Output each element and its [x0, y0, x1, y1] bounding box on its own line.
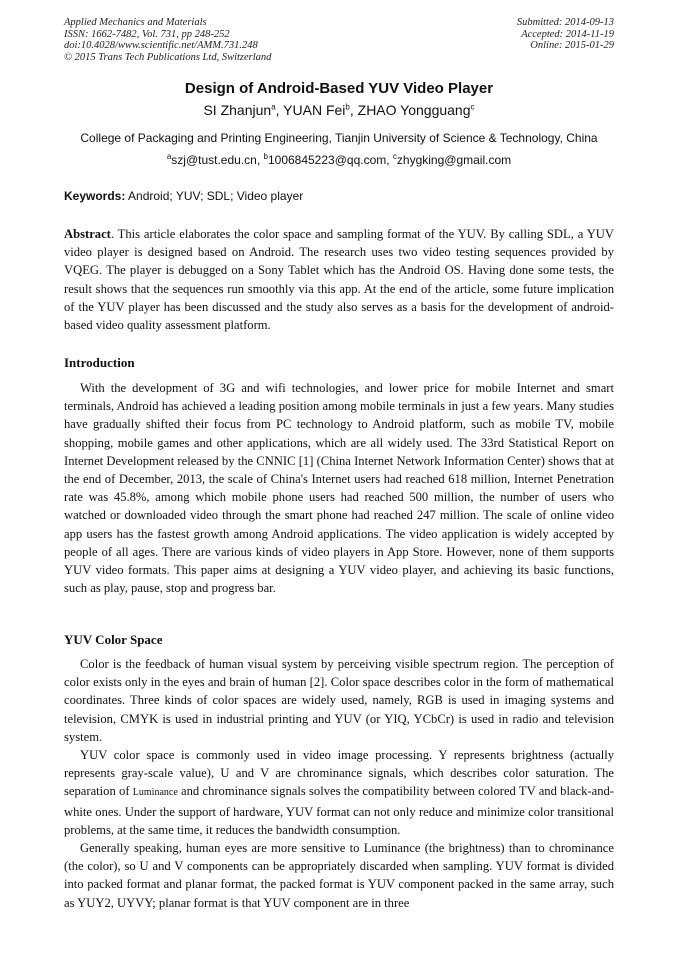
email-address[interactable]: szj@tust.edu.cn [171, 153, 257, 167]
yuv-color-space-body [64, 655, 614, 912]
author-name: SI Zhanjun [203, 102, 272, 118]
author-name: YUAN Fei [283, 102, 346, 118]
issn-line: ISSN: 1662-7482, Vol. 731, pp 248-252 [64, 28, 230, 40]
affiliation: College of Packaging and Printing Engineering, Tianjin University of Science & Technology, China [80, 131, 598, 145]
paragraph-text: and chrominance signals solves the compatibility between colored TV and black-and-white ones. Under the support of hardware, YUV format can not only reduce and minimize color transitional problems, at the same time, it reduces the bandwidth consumption. [64, 784, 614, 837]
section-heading-yuv-color-space: YUV Color Space [64, 632, 163, 647]
author-mark: b [345, 102, 350, 112]
email-mark: c [392, 152, 397, 161]
doi-line: doi:10.4028/www.scientific.net/AMM.731.248 [64, 40, 258, 51]
author-name: ZHAO Yongguang [357, 102, 471, 118]
copyright-line: © 2015 Trans Tech Publications Ltd, Switzerland [64, 51, 272, 63]
paragraph: With the development of 3G and wifi technologies, and lower price for mobile Internet and smart terminals, Android has achieved a leading position among mobile terminals in just a few years. Many studies have gradually shifted their focus from PC technology to Android platform, such as mobile TV, mobile shopping, mobile games and other applications, which are all widely used. The 33rd Statistical Report on Internet Development released by the CNNIC [1] (China Internet Network Information Center) shows that at the end of December, 2013, the scale of China's Internet users had reached 618 million, Internet Penetration rate was 45.8%, among which mobile phone users had reached 500 million, the number of users who watched or downloaded video through the smart phone had reached 247 million. The scale of online video app users has the fastest growth among Android applications. The video application is widely accepted by people of all ages. There are various kinds of video players in App Store. However, none of them supports YUV video formats. This paper aims at designing a YUV video player, and achieving its basic functions, such as play, pause, stop and progress bar. [64, 381, 614, 596]
author-list: SI Zhanjun$^a$, YUAN Fei$^b$, ZHAO Yongguang$^c$ [203, 102, 475, 118]
journal-name: Applied Mechanics and Materials [64, 17, 207, 28]
email-address[interactable]: 1006845223@qq.com [267, 153, 387, 167]
paragraph [64, 746, 614, 839]
luminance-term: Luminance [132, 787, 178, 799]
abstract-text: . This article elaborates the color space and sampling format of the YUV. By calling SDL, a YUV video player is designed based on Android. The research uses two video testing sequences provided by VQEG. The player is debugged on a Sony Tablet which has the Android OS. Having done some tests, the result shows that the sequences run smoothly via this app. At the end of the article, some future implication of the YUV player has been discussed and the study also serves as a basis for the development of android-based video quality assessment platform. [64, 227, 614, 333]
paper-title: Design of Android-Based YUV Video Player [184, 80, 494, 97]
online-date: Online: 2015-01-29 [530, 40, 614, 51]
email-address[interactable]: zhygking@gmail.com [396, 153, 512, 167]
accepted-date: Accepted: 2014-11-19 [521, 28, 614, 40]
paragraph: Generally speaking, human eyes are more sensitive to Luminance (the brightness) than to chrominance (the color), so U and V components can be appropriately discarded when sampling. YUV format is divided into packed format and planar format, the packed format is YUV component packed in the same array, such as YUY2, UYVY; planar format is that YUV component are in three [64, 841, 614, 910]
keywords-text: Android; YUV; SDL; Video player [128, 189, 304, 203]
section-heading-introduction: Introduction [64, 355, 135, 370]
journal-header [64, 17, 271, 63]
paragraph-text: YUV color space is commonly used in video image processing. Y represents brightness (actually represents gray-scale value), U and V are chrominance signals, which describes color saturation. The separation of [64, 748, 614, 799]
abstract-label: Abstract [64, 227, 111, 241]
submitted-date: Submitted: 2014-09-13 [516, 17, 614, 28]
author-mark: a [271, 102, 276, 112]
email-mark: a [166, 152, 172, 161]
author-mark: c [470, 102, 475, 112]
dates-header [517, 17, 614, 52]
paragraph: Color is the feedback of human visual system by perceiving visible spectrum region. The perception of color exists only in the eyes and brain of human [2]. Color space describes color in the form of mathematical coordinates. Three kinds of color spaces are widely used, namely, RGB is used in imaging systems and television, CMYK is used in industrial printing and YUV (or YIQ, YCbCr) is used in radio and television system. [64, 657, 614, 744]
abstract [64, 225, 614, 334]
email-list: $^a$szj@tust.edu.cn, $^b$1006845223@qq.com, $^c$zhygking@gmail.com [166, 152, 512, 167]
keywords-line [64, 189, 614, 203]
keywords-label: Keywords: [64, 189, 126, 203]
introduction-body [64, 379, 614, 597]
email-mark: b [263, 152, 268, 161]
